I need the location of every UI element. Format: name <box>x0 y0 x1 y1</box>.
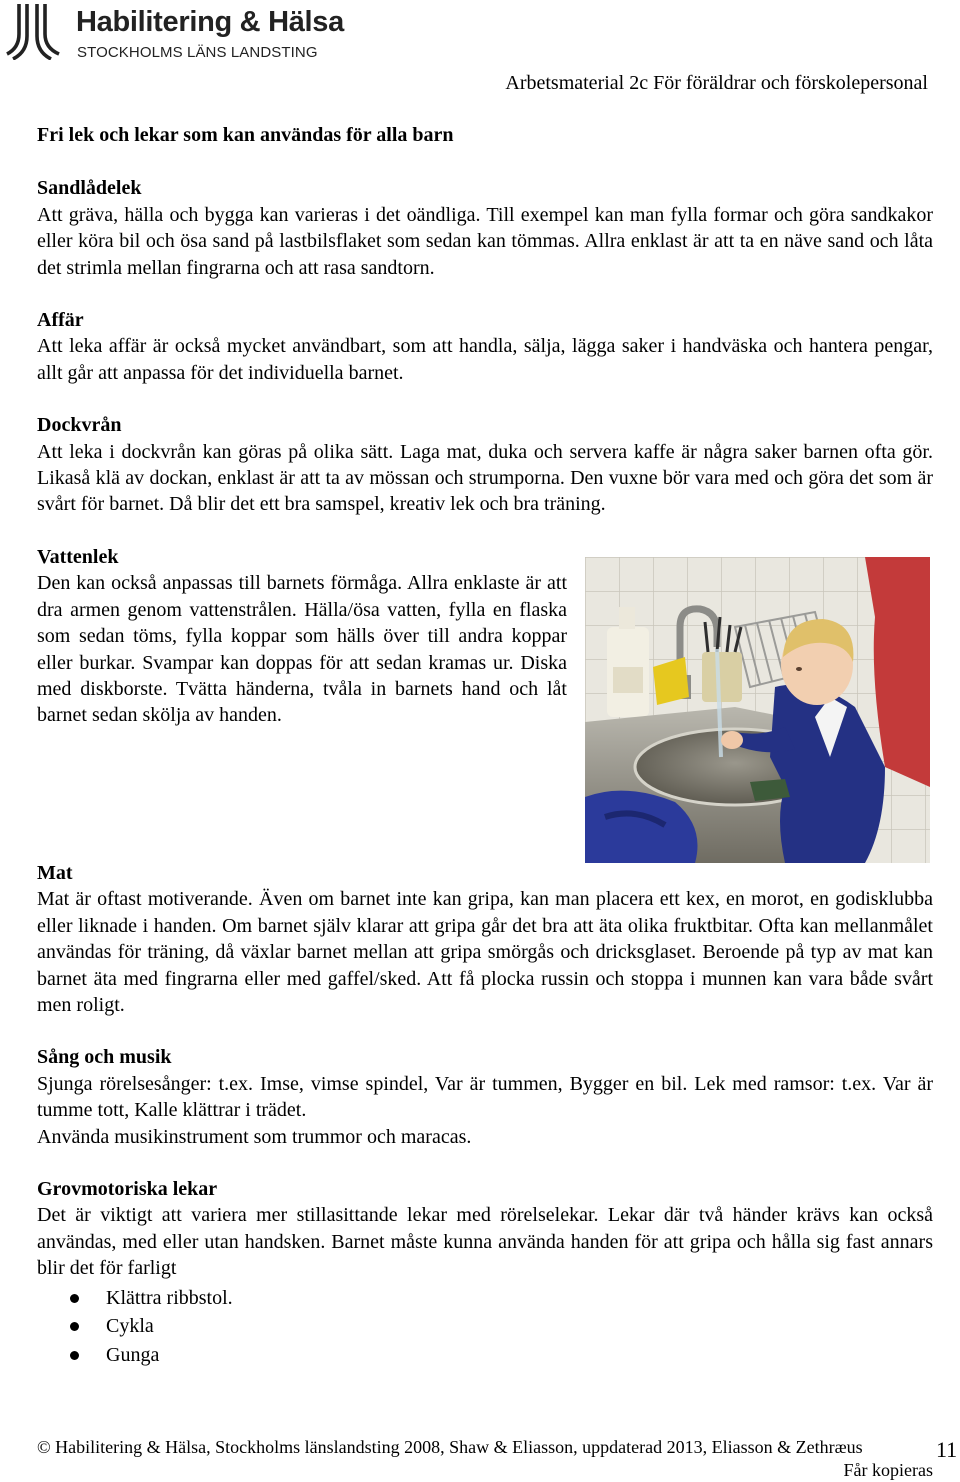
page-number: 11 <box>936 1437 958 1462</box>
section-grovmotorik <box>37 1176 933 1369</box>
section-heading: Mat <box>37 861 73 884</box>
bullet-list <box>37 1284 933 1370</box>
water-play-photo <box>585 557 930 863</box>
section-text: Använda musikinstrument som trummor och maracas. <box>37 1125 472 1148</box>
section-heading: Grovmotoriska lekar <box>37 1177 218 1200</box>
section-sang <box>37 1044 933 1150</box>
list-item <box>37 1341 933 1370</box>
list-item <box>37 1312 933 1341</box>
section-heading: Sång och musik <box>37 1046 172 1069</box>
section-heading: Dockvrån <box>37 414 122 437</box>
section-text: Att leka i dockvrån kan göras på olika sätt. Laga mat, duka och servera kaffe är några saker barnen ofta gör. Likaså klä av dockan, enklast är att ta av mössan och strumporna. Den vuxne bör vara med och göra det som är svårt för barnet. Då blir det ett bra samspel, kreativ lek och bra träning. <box>37 440 933 516</box>
section-text: Det är viktigt att variera mer stillasittande lekar med rörelselekar. Lekar där två händer krävs kan också användas, med eller utan handsken. Barnet måste kunna använda handen för att gripa och hålla sig fast annars blir det för farligt <box>37 1204 933 1280</box>
section-sandlek <box>37 175 933 281</box>
section-text: Mat är oftast motiverande. Även om barnet inte kan gripa, kan man placera ett kex, en morot, en godisklubba eller liknade i handen. Om barnet själv klarar att gripa går det bra att äta olika fruktbitar. Ofta kan mellanmålet användas för träning, då växlar barnet mellan att gripa smörgås och dricksglaset. Beroende på typ av mat kan barnet äta med fingrarna eller med gaffel/sked. Att få plocka russin och stoppa i munnen kan vara både svårt men roligt. <box>37 888 933 1016</box>
list-item-label: Cykla <box>106 1315 154 1338</box>
logo <box>3 4 393 62</box>
section-text: Den kan också anpassas till barnets förmåga. Allra enklaste är att dra armen genom vattenstrålen. Hälla/ösa vatten, fylla en flaska som sedan töms, fylla koppar som hälls över till andra koppar eller burkar. Svampar kan doppas för att sedan kramas ur. Diska med diskborste. Tvätta händerna, tvåla in barnets hand och låt barnet sedan skölja av handen. <box>37 572 567 727</box>
page-title: Fri lek och lekar som kan användas för alla barn <box>37 124 454 146</box>
footer-copy-note: Får kopieras <box>843 1460 933 1480</box>
footer-copyright: © Habilitering & Hälsa, Stockholms länslandsting 2008, Shaw & Eliasson, uppdaterad 2013, Eliasson & Zethræus <box>37 1437 863 1457</box>
list-item-label: Gunga <box>106 1343 160 1366</box>
section-heading: Sandlådelek <box>37 177 142 200</box>
bullet-icon <box>70 1322 79 1331</box>
bullet-icon <box>70 1351 79 1360</box>
document-label: Arbetsmaterial 2c För föräldrar och förskolepersonal <box>505 72 928 94</box>
section-text: Att gräva, hälla och bygga kan varieras i det oändliga. Till exempel kan man fylla formar och göra sandkakor eller köra bil och ösa sand på lastbilsflaket som sedan kan tömmas. Allra enklast är att ta en näve sand och låta det strimla mellan fingrarna och att rasa sandtorn. <box>37 203 933 279</box>
logo-title: Habilitering & Hälsa <box>76 6 344 38</box>
photo-child-water-play <box>585 557 930 863</box>
habilitering-logo-icon <box>3 4 65 60</box>
section-text: Sjunga rörelsesånger: t.ex. Imse, vimse spindel, Var är tummen, Bygger en bil. Lek med ramsor: t.ex. Var är tumme tott, Kalle klättrar i trädet. <box>37 1072 933 1122</box>
section-affar <box>37 307 933 386</box>
footer <box>37 1436 933 1482</box>
section-text: Att leka affär är också mycket användbart, som att handla, sälja, lägga saker i handväska och hantera pengar, allt går att anpassa för det individuella barnet. <box>37 335 933 384</box>
section-dockvran <box>37 412 933 518</box>
section-mat <box>37 860 933 1018</box>
list-item <box>37 1284 933 1313</box>
section-heading: Vattenlek <box>37 545 119 568</box>
logo-subtitle: STOCKHOLMS LÄNS LANDSTING <box>77 44 318 61</box>
list-item-label: Klättra ribbstol. <box>106 1286 233 1309</box>
section-heading: Affär <box>37 309 84 332</box>
bullet-icon <box>70 1294 79 1303</box>
